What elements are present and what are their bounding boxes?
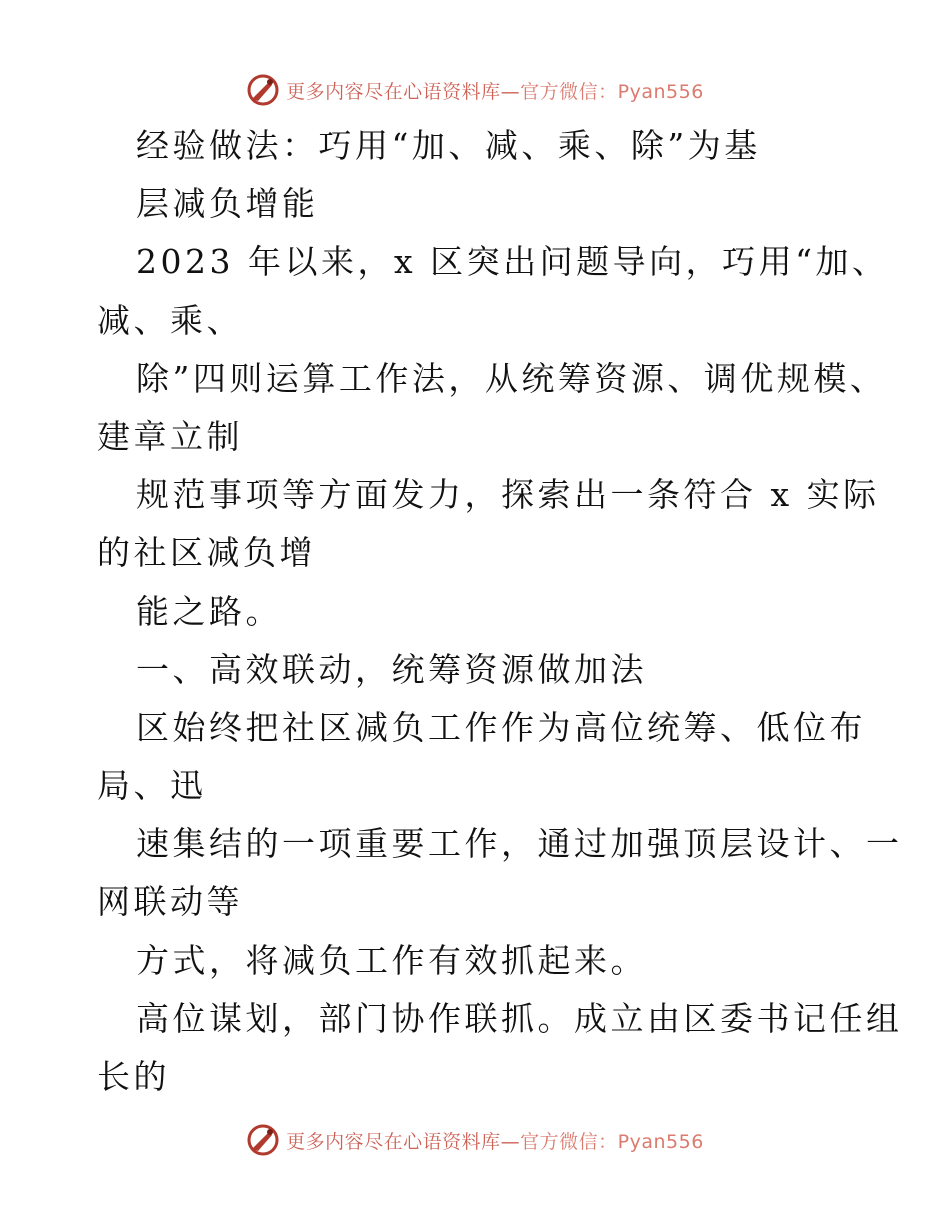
watermark-dash: — [500,80,521,103]
watermark-header [0,70,950,110]
watermark-main-text: 更多内容尽在心语资料库 [286,80,501,103]
paragraph-line: 能之路。 [136,591,282,631]
paragraph-line: 2023 年以来，x 区突出问题导向，巧用“加、 [136,242,889,282]
paragraph-line: 建章立制 [97,416,243,456]
paragraph-line: 规范事项等方面发力，探索出一条符合 x 实际 [136,475,880,515]
paragraph-line: 高位谋划，部门协作联抓。成立由区委书记任组 [136,998,903,1038]
watermark-footer [0,1120,950,1160]
paragraph-line: 速集结的一项重要工作，通过加强顶层设计、一 [136,824,903,864]
paragraph-line: 减、乘、 [97,300,243,340]
paragraph-line: 网联动等 [97,882,243,922]
watermark-text [286,1127,704,1154]
brush-logo-icon [246,73,280,107]
title-line-2: 层减负增能 [136,184,319,224]
brush-logo-icon [246,1123,280,1157]
watermark-dash: — [500,1130,521,1153]
paragraph-line: 长的 [97,1057,170,1096]
watermark-main-text: 更多内容尽在心语资料库 [286,1130,501,1153]
paragraph-line: 局、迅 [97,766,207,806]
watermark-text [286,77,704,104]
section-heading: 一、高效联动，统筹资源做加法 [136,649,647,689]
paragraph-line: 除”四则运算工作法，从统筹资源、调优规模、 [136,358,887,398]
document-body [0,117,950,1106]
paragraph-line: 方式，将减负工作有效抓起来。 [136,940,647,980]
watermark-tail-text: 官方微信：Pyan556 [520,1130,704,1153]
title-line-1: 经验做法：巧用“加、减、乘、除”为基 [136,126,761,165]
watermark-tail-text: 官方微信：Pyan556 [520,80,704,103]
paragraph-line: 区始终把社区减负工作作为高位统筹、低位布 [136,707,866,747]
paragraph-line: 的社区减负增 [97,533,316,573]
